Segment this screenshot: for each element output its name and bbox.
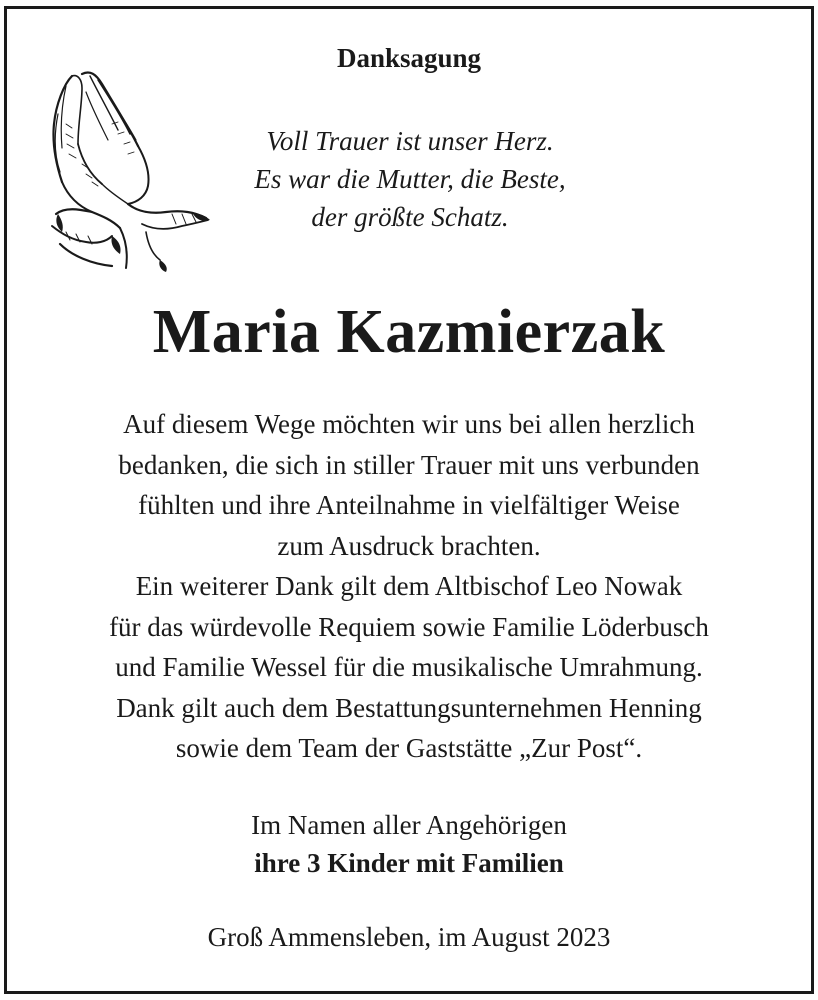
thanks-line: für das würdevolle Requiem sowie Familie Löderbusch (109, 611, 709, 642)
thanks-line: Auf diesem Wege möchten wir uns bei allen herzlich (123, 409, 695, 439)
place-and-date: Groß Ammensleben, im August 2023 (207, 922, 611, 952)
thanks-line: bedanken, die sich in stiller Trauer mit uns verbunden (118, 449, 700, 480)
verse-line: Voll Trauer ist unser Herz. (266, 126, 554, 156)
signature-intro: Im Namen aller Angehörigen (251, 810, 567, 840)
thanks-line: sowie dem Team der Gaststätte „Zur Post“. (175, 733, 643, 763)
signature-name: ihre 3 Kinder mit Familien (254, 848, 564, 878)
thanks-line: zum Ausdruck brachten. (277, 530, 541, 561)
notice-heading: Danksagung (336, 43, 482, 73)
memorial-verse (150, 122, 670, 236)
verse-line: Es war die Mutter, die Beste, (254, 164, 566, 194)
thanks-line: und Familie Wessel für die musikalische Umrahmung. (115, 652, 703, 682)
thanks-line: Dank gilt auch dem Bestattungsunternehmen Henning (116, 692, 702, 723)
verse-line: der größte Schatz. (311, 202, 509, 232)
thanks-line: Ein weiterer Dank gilt dem Altbischof Leo Nowak (135, 571, 683, 601)
thanks-line: fühlten und ihre Anteilnahme in vielfältiger Weise (138, 490, 680, 520)
deceased-name: Maria Kazmierzak (152, 298, 666, 366)
thanks-text (0, 404, 818, 769)
